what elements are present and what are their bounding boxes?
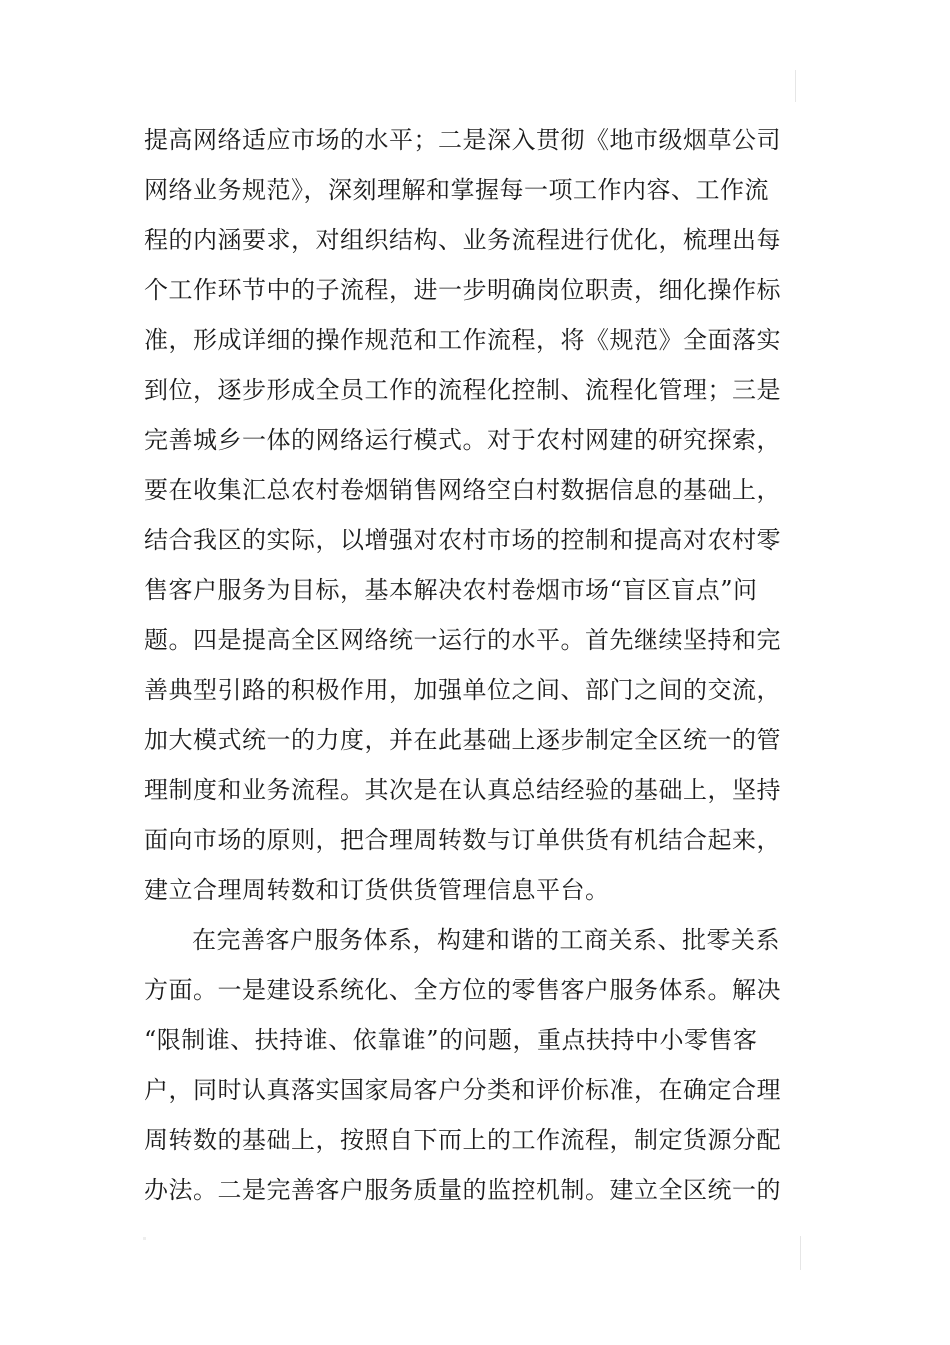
text-line: 完善城乡一体的网络运行模式。对于农村网建的研究探索， bbox=[144, 426, 781, 454]
text-line: 提高网络适应市场的水平；二是深入贯彻《地市级烟草公司 bbox=[144, 126, 781, 154]
page-edge-mark-top bbox=[795, 70, 796, 102]
body-text bbox=[144, 115, 781, 1215]
page-edge-mark-bottom bbox=[800, 1236, 801, 1270]
text-line: 程的内涵要求，对组织结构、业务流程进行优化，梳理出每 bbox=[144, 226, 781, 254]
text-line: 到位，逐步形成全员工作的流程化控制、流程化管理；三是 bbox=[144, 376, 781, 404]
text-line: 结合我区的实际，以增强对农村市场的控制和提高对农村零 bbox=[144, 526, 781, 554]
text-line: 题。四是提高全区网络统一运行的水平。首先继续坚持和完 bbox=[144, 626, 781, 654]
text-line: “限制谁、扶持谁、依靠谁”的问题，重点扶持中小零售客 bbox=[144, 1026, 758, 1054]
paragraph-first-line: 在完善客户服务体系，构建和谐的工商关系、批零关系 bbox=[192, 926, 780, 954]
text-line: 办法。二是完善客户服务质量的监控机制。建立全区统一的 bbox=[144, 1176, 781, 1204]
text-line: 户，同时认真落实国家局客户分类和评价标准，在确定合理 bbox=[144, 1076, 781, 1104]
text-line: 理制度和业务流程。其次是在认真总结经验的基础上，坚持 bbox=[144, 776, 781, 804]
text-line: 建立合理周转数和订货供货管理信息平台。 bbox=[144, 876, 610, 904]
text-line: 准，形成详细的操作规范和工作流程，将《规范》全面落实 bbox=[144, 326, 781, 354]
text-line: 善典型引路的积极作用，加强单位之间、部门之间的交流， bbox=[144, 676, 781, 704]
text-line: 周转数的基础上，按照自下而上的工作流程，制定货源分配 bbox=[144, 1126, 781, 1154]
text-line: 方面。一是建设系统化、全方位的零售客户服务体系。解决 bbox=[144, 976, 781, 1004]
page-edge-dot bbox=[143, 1237, 146, 1240]
text-line: 网络业务规范》，深刻理解和掌握每一项工作内容、工作流 bbox=[144, 176, 769, 204]
text-line: 面向市场的原则，把合理周转数与订单供货有机结合起来， bbox=[144, 826, 781, 854]
text-line: 个工作环节中的子流程，进一步明确岗位职责，细化操作标 bbox=[144, 276, 781, 304]
text-line: 售客户服务为目标，基本解决农村卷烟市场“盲区盲点”问 bbox=[144, 576, 758, 604]
text-line: 加大模式统一的力度，并在此基础上逐步制定全区统一的管 bbox=[144, 726, 781, 754]
text-line: 要在收集汇总农村卷烟销售网络空白村数据信息的基础上， bbox=[144, 476, 781, 504]
